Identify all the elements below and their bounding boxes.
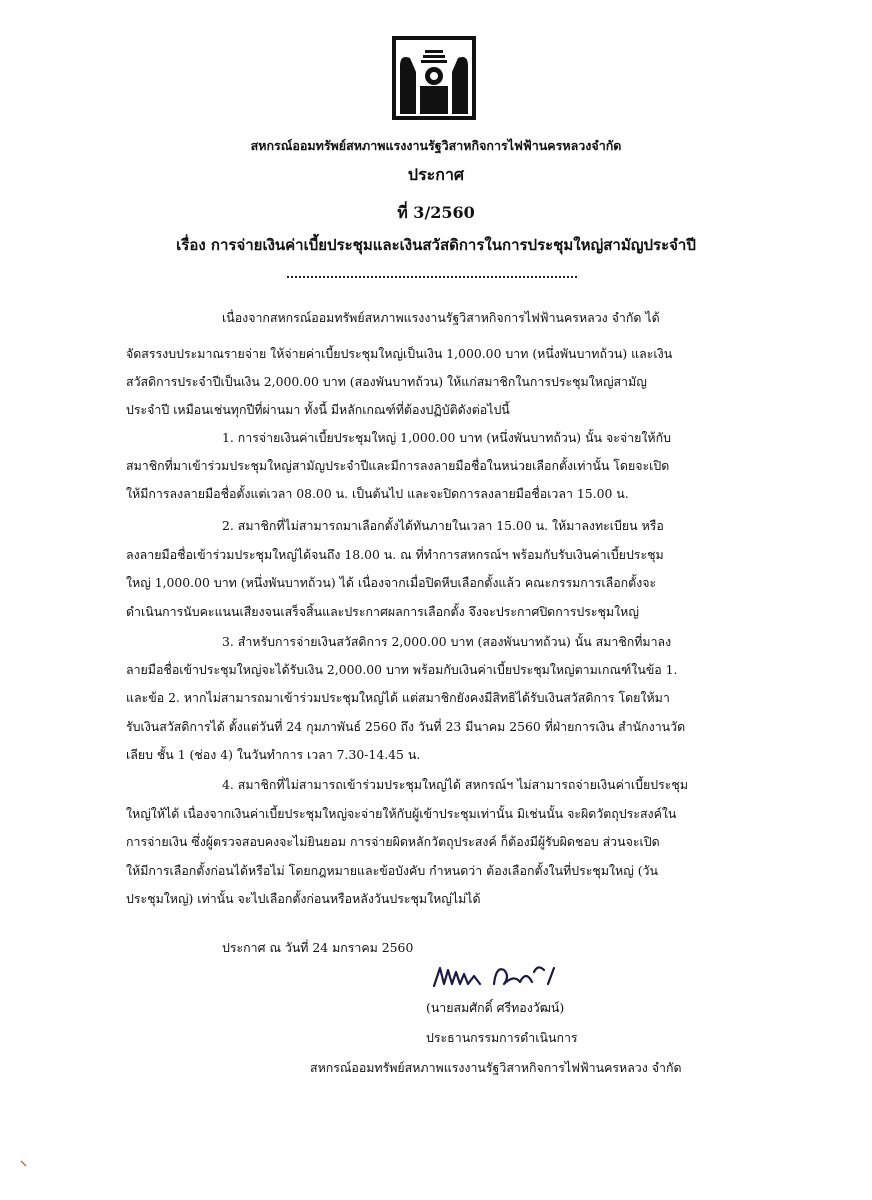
item3-line: รับเงินสวัสดิการได้ ตั้งแต่วันที่ 24 กุมภาพันธ์ 2560 ถึง วันที่ 23 มีนาคม 2560 ที่ฝ่ายการเงิน สำนักงานวัด xyxy=(126,719,686,734)
signer-organization: สหกรณ์ออมทรัพย์สหภาพแรงงานรัฐวิสาหกิจการไฟฟ้านครหลวง จำกัด xyxy=(310,1060,682,1075)
organization-name: สหกรณ์ออมทรัพย์สหภาพแรงงานรัฐวิสาหกิจการไฟฟ้านครหลวงจำกัด xyxy=(250,138,622,153)
item4-line: ประชุมใหญ่) เท่านั้น จะไปเลือกตั้งก่อนหรือหลังวันประชุมใหญ่ไม่ได้ xyxy=(126,891,481,906)
cooperative-logo xyxy=(392,36,476,120)
document-subject: เรื่อง การจ่ายเงินค่าเบี้ยประชุมและเงินสวัสดิการในการประชุมใหญ่สามัญประจำปี xyxy=(176,236,696,254)
dotted-divider xyxy=(287,276,577,278)
document-type: ประกาศ xyxy=(407,165,465,184)
intro-line: ประจำปี เหมือนเช่นทุกปีที่ผ่านมา ทั้งนี้ มีหลักเกณฑ์ที่ต้องปฏิบัติดังต่อไปนี้ xyxy=(126,402,510,417)
item3-line: เลียบ ชั้น 1 (ช่อง 4) ในวันทำการ เวลา 7.30-14.45 น. xyxy=(126,747,421,762)
item2-line: ใหญ่ 1,000.00 บาท (หนึ่งพันบาทถ้วน) ได้ เนื่องจากเมื่อปิดหีบเลือกตั้งแล้ว คณะกรรมการเลือกตั้งจะ xyxy=(126,575,657,590)
item4-line: การจ่ายเงิน ซึ่งผู้ตรวจสอบคงจะไม่ยินยอม การจ่ายผิดหลักวัตถุประสงค์ ก็ต้องมีผู้รับผิดชอบ ส่วนจะเปิด xyxy=(126,834,660,849)
intro-line: สวัสดิการประจำปีเป็นเงิน 2,000.00 บาท (สองพันบาทถ้วน) ให้แก่สมาชิกในการประชุมใหญ่สามัญ xyxy=(126,374,647,389)
item2-line: 2. สมาชิกที่ไม่สามารถมาเลือกตั้งได้ทันภายในเวลา 15.00 น. ให้มาลงทะเบียน หรือ xyxy=(222,518,664,533)
intro-line: เนื่องจากสหกรณ์ออมทรัพย์สหภาพแรงงานรัฐวิสาหกิจการไฟฟ้านครหลวง จำกัด ได้ xyxy=(222,310,660,325)
item2-line: ลงลายมือชื่อเข้าร่วมประชุมใหญ่ได้จนถึง 18.00 น. ณ ที่ทำการสหกรณ์ฯ พร้อมกับรับเงินค่าเบี้ยประชุม xyxy=(126,547,664,562)
signature xyxy=(430,960,570,994)
item3-line: ลายมือชื่อเข้าประชุมใหญ่จะได้รับเงิน 2,000.00 บาท พร้อมกับเงินค่าเบี้ยประชุมใหญ่ตามเกณฑ์ในข้อ 1. xyxy=(126,662,678,677)
scan-speck xyxy=(20,1160,28,1168)
announcement-date: ประกาศ ณ วันที่ 24 มกราคม 2560 xyxy=(222,940,414,955)
signer-name: (นายสมศักดิ์ ศรีทองวัฒน์) xyxy=(426,1000,565,1015)
item4-line: ใหญ่ให้ได้ เนื่องจากเงินค่าเบี้ยประชุมใหญ่จะจ่ายให้กับผู้เข้าประชุมเท่านั้น มิเช่นนั้น จะผิดวัตถุประสงค์ใน xyxy=(126,806,677,821)
item1-line: ให้มีการลงลายมือชื่อตั้งแต่เวลา 08.00 น. เป็นต้นไป และจะปิดการลงลายมือชื่อเวลา 15.00 น. xyxy=(126,486,629,501)
item1-line: สมาชิกที่มาเข้าร่วมประชุมใหญ่สามัญประจำปีและมีการลงลายมือชื่อในหน่วยเลือกตั้งเท่านั้น โดยจะเปิด xyxy=(126,458,670,473)
signer-position: ประธานกรรมการดำเนินการ xyxy=(426,1030,578,1045)
item3-line: และข้อ 2. หากไม่สามารถมาเข้าร่วมประชุมใหญ่ได้ แต่สมาชิกยังคงมีสิทธิได้รับเงินสวัสดิการ โดยให้มา xyxy=(126,690,670,705)
item4-line: ให้มีการเลือกตั้งก่อนได้หรือไม่ โดยกฎหมายและข้อบังคับ กำหนดว่า ต้องเลือกตั้งในที่ประชุมใหญ่ (วัน xyxy=(126,863,658,878)
item4-line: 4. สมาชิกที่ไม่สามารถเข้าร่วมประชุมใหญ่ได้ สหกรณ์ฯ ไม่สามารถจ่ายเงินค่าเบี้ยประชุม xyxy=(222,777,688,792)
item1-line: 1. การจ่ายเงินค่าเบี้ยประชุมใหญ่ 1,000.00 บาท (หนึ่งพันบาทถ้วน) นั้น จะจ่ายให้กับ xyxy=(222,430,671,445)
item2-line: ดำเนินการนับคะแนนเสียงจนเสร็จสิ้นและประกาศผลการเลือกตั้ง จึงจะประกาศปิดการประชุมใหญ่ xyxy=(126,604,639,619)
intro-line: จัดสรรงบประมาณรายจ่าย ให้จ่ายค่าเบี้ยประชุมใหญ่เป็นเงิน 1,000.00 บาท (หนึ่งพันบาทถ้วน) และเงิน xyxy=(126,346,673,361)
item3-line: 3. สำหรับการจ่ายเงินสวัสดิการ 2,000.00 บาท (สองพันบาทถ้วน) นั้น สมาชิกที่มาลง xyxy=(222,634,672,649)
document-number: ที่ 3/2560 xyxy=(397,203,475,222)
